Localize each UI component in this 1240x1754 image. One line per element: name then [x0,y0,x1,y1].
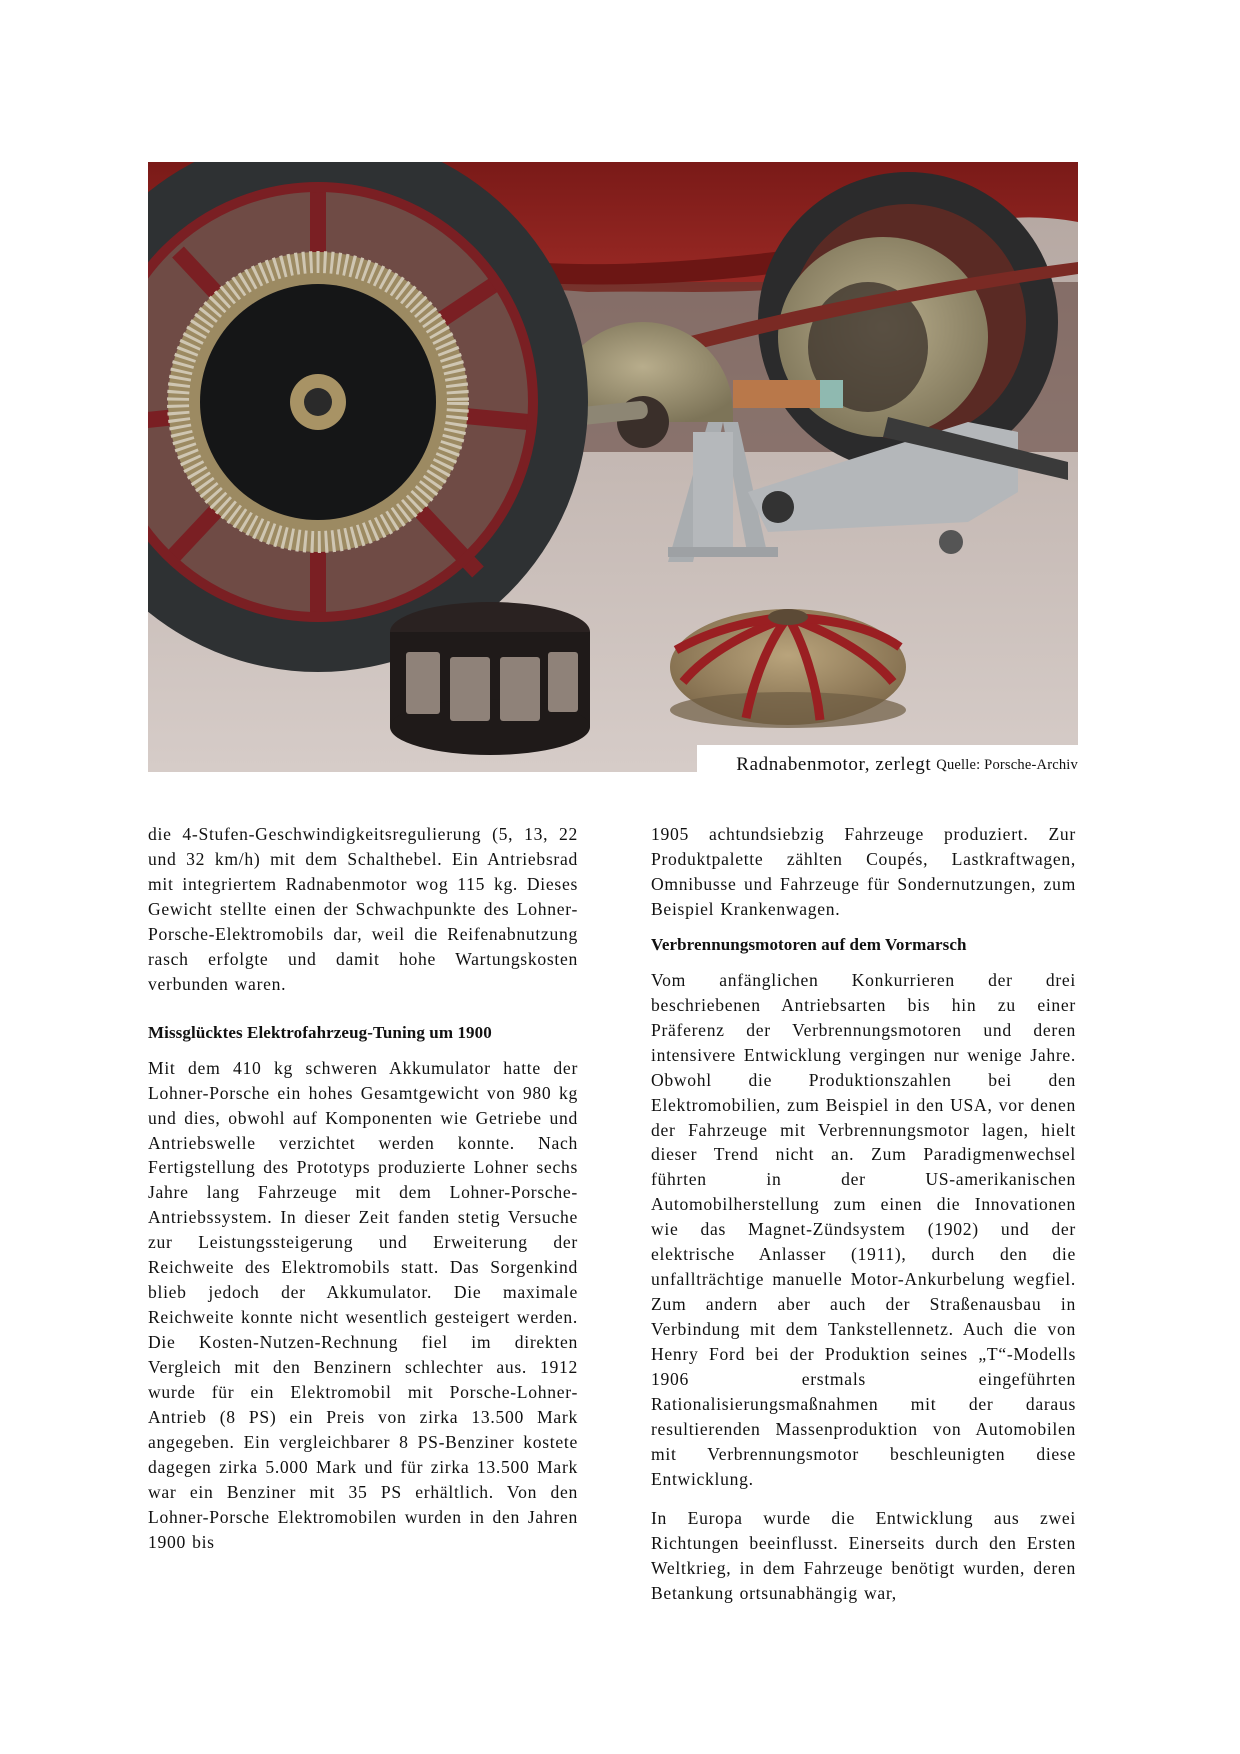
jack-wheel [939,530,963,554]
figure-caption [697,745,1080,775]
body-paragraph: Mit dem 410 kg schweren Akkumulator hatte der Lohner-Porsche ein hohes Gesamtgewicht von 980 kg und dies, obwohl auf Komponenten wie Getriebe und Antriebswelle verzichtet werden konnte. Nach Fertigstellung des Prototyps produzierte Lohner sechs Jahre lang Fahrzeuge mit dem Lohner-Porsche-Antriebssystem. In dieser Zeit fanden stetig Versuche zur Leistungssteigerung und Erweiterung der Reichweite des Elektromobils statt. Das Sorgenkind blieb jedoch der Akkumulator. Die maximale Reichweite konnte nicht wesentlich gesteigert werden. Die Kosten-Nutzen-Rechnung fiel im direkten Vergleich mit den Benzinern schlechter aus. 1912 wurde für ein Elektromobil mit Porsche-Lohner-Antrieb (8 PS) ein Preis von zirka 13.500 Mark angegeben. Ein vergleichbarer 8 PS-Benziner kostete dagegen zirka 5.000 Mark und für zirka 13.500 Mark war ein Benziner mit 35 PS erhältlich. Von den Lohner-Porsche Elektromobilen wurden in den Jahren 1900 bis [148,1057,578,1552]
wooden-block-end [820,380,843,408]
body-paragraph: Vom anfänglichen Konkurrieren der drei beschriebenen Antriebsarten bis hin zu einer Präferenz der Verbrennungsmotoren und deren intensivere Entwicklung vergingen nur wenige Jahre. Obwohl die Produktionszahlen bei den Elektromobilien, zum Beispiel in den USA, vor denen der Fahrzeuge mit Verbrennungsmotor lagen, hielt dieser Trend nicht an. Zum Paradigmenwechsel führten in der US-amerikanischen Automobilherstellung zum einen die Innovationen wie das Magnet-Zündsystem (1902) und der elektrische Anlasser (1911), durch den die unfallträchtige manuelle Motor-Ankurbelung wegfiel. Zum andern aber auch der Straßenausbau in Verbindung mit dem Tankstellennetz. Auch die von Henry Ford bei der Produktion seines „T“-Modells 1906 erstmals eingeführten Rationalisierungsmaßnahmen mit der daraus resultierenden Massenproduktion von Automobilen mit Verbrennungsmotor beschleunigten diese Entwicklung. [651,969,1076,1489]
body-paragraph: In Europa wurde die Entwicklung aus zwei Richtungen beeinflusst. Einerseits durch den Ersten Weltkrieg, in dem Fahrzeuge benötigt wurden, deren Betankung ortsunabhängig war, [651,1507,1076,1603]
right-column [651,822,1076,1606]
hub-motor-photo [148,162,1078,772]
body-paragraph: die 4-Stufen-Geschwindigkeitsregulierung (5, 13, 22 und 32 km/h) mit dem Schalthebel. Ein Antriebsrad mit integriertem Radnabenmotor wog 115 kg. Dieses Gewicht stellte einen der Schwachpunkte des Lohner-Porsche-Elektromobils dar, weil die Reifenabnutzung rasch erfolgte und damit hohe Wartungskosten verbunden waren. [148,824,578,994]
motor-cover-center [768,609,808,625]
caption-text: Radnabenmotor, zerlegt [736,754,932,775]
jack-wheel [762,491,794,523]
section-heading: Verbrennungsmotoren auf dem Vormarsch [651,934,967,954]
motor-cover-rim [670,692,906,728]
hub-bearing-center [304,388,332,416]
caption-source: Quelle: Porsche-Archiv [936,757,1078,773]
body-paragraph: 1905 achtundsiebzig Fahrzeuge produziert. Zur Produktpalette zählten Coupés, Lastkraftwagen, Omnibusse und Fahrzeuge für Sondernutzungen, zum Beispiel Krankenwagen. [651,824,1076,919]
left-column [148,822,578,1555]
axle-stand-base [668,547,778,557]
section-heading: Missglücktes Elektrofahrzeug-Tuning um 1900 [148,1022,492,1042]
axle-stand-post [693,432,733,552]
photo-illustration [148,162,1078,772]
